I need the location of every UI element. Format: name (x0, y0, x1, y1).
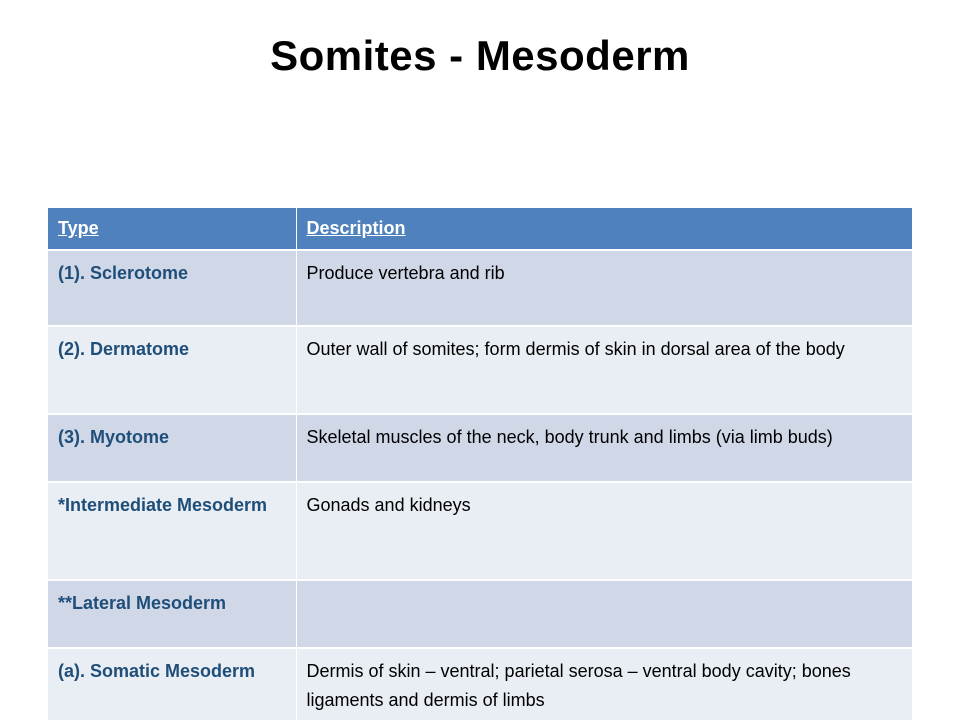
row-description: Dermis of skin – ventral; parietal serosa – ventral body cavity; bones ligaments and dermis of limbs (296, 648, 912, 720)
slide-title: Somites - Mesoderm (270, 32, 690, 79)
header-description: Description (296, 208, 912, 250)
row-description: Outer wall of somites; form dermis of skin in dorsal area of the body (296, 326, 912, 414)
row-type: (3). Myotome (48, 414, 296, 482)
row-description: Produce vertebra and rib (296, 250, 912, 326)
row-description (296, 580, 912, 648)
table-row (48, 482, 912, 580)
row-description: Gonads and kidneys (296, 482, 912, 580)
table-row (48, 648, 912, 720)
row-type: (1). Sclerotome (48, 250, 296, 326)
table-row (48, 250, 912, 326)
row-type: (a). Somatic Mesoderm (48, 648, 296, 720)
row-type: *Intermediate Mesoderm (48, 482, 296, 580)
table-row (48, 326, 912, 414)
row-type: **Lateral Mesoderm (48, 580, 296, 648)
table-row (48, 580, 912, 648)
header-type: Type (48, 208, 296, 250)
table-header-row (48, 208, 912, 250)
row-description: Skeletal muscles of the neck, body trunk and limbs (via limb buds) (296, 414, 912, 482)
row-type: (2). Dermatome (48, 326, 296, 414)
table-row (48, 414, 912, 482)
somites-table (48, 208, 913, 720)
